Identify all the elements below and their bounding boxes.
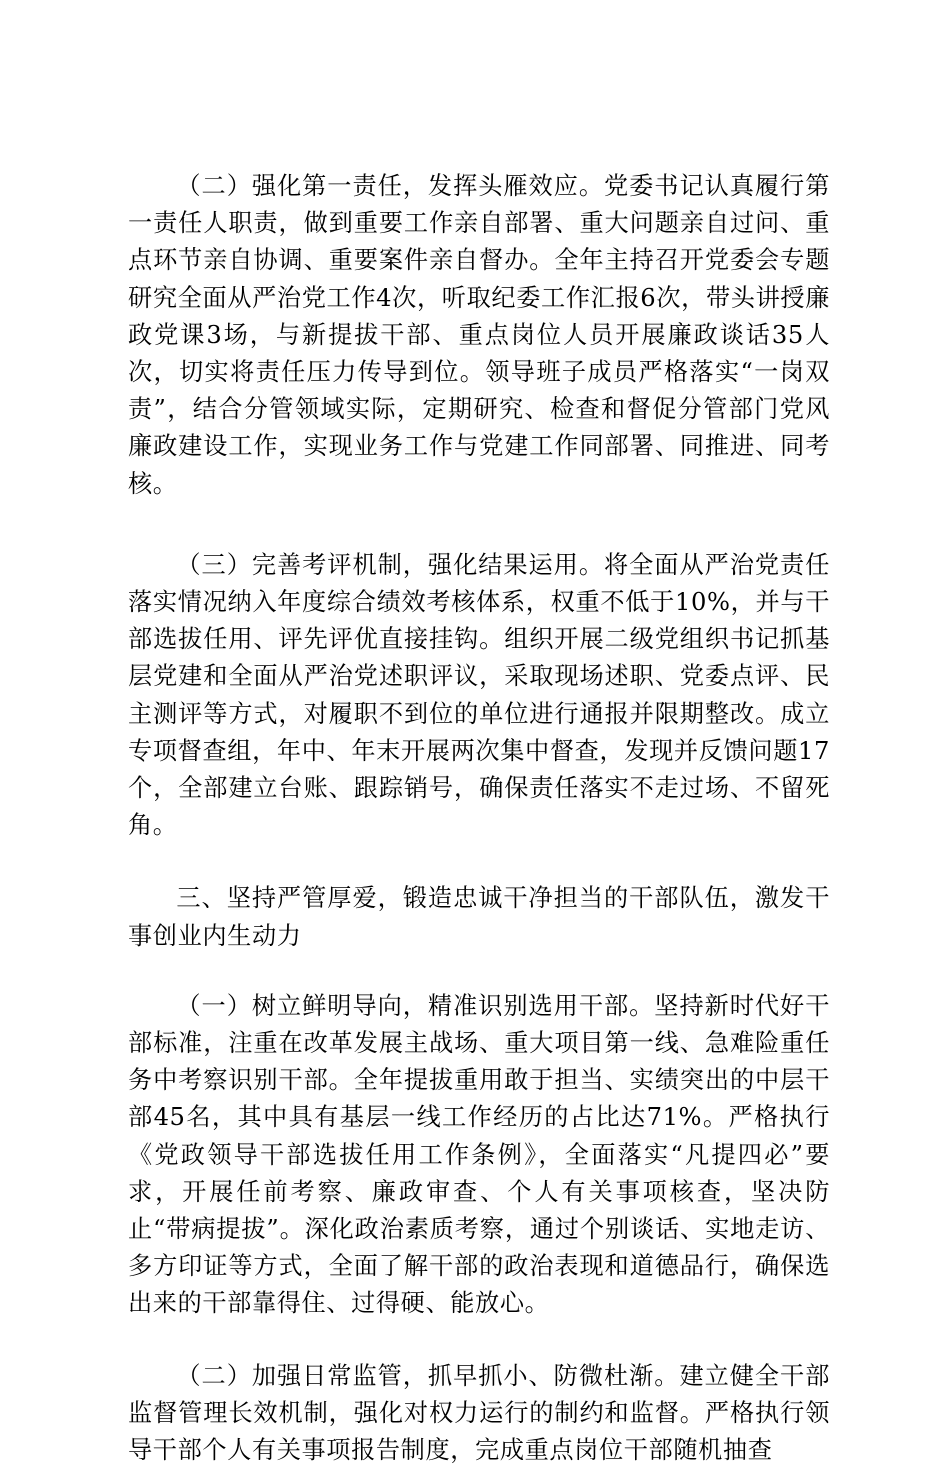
- section-heading-three: 三、坚持严管厚爱，锻造忠诚干净担当的干部队伍，激发干事创业内生动力: [128, 884, 830, 950]
- paragraph-cadre-selection: （一）树立鲜明导向，精准识别选用干部。坚持新时代好干部标准，注重在改革发展主战场、重大项目第一线、急难险重任务中考察识别干部。全年提拔重用敢于担当、实绩突出的中层干部45名，其中具有基层一线工作经历的占比达71%。严格执行《党政领导干部选拔任用工作条例》，全面落实“凡提四必”要求，开展任前考察、廉政审查、个人有关事项核查，坚决防止“带病提拔”。深化政治素质考察，通过个别谈话、实地走访、多方印证等方式，全面了解干部的政治表现和道德品行，确保选出来的干部靠得住、过得硬、能放心。: [128, 991, 830, 1318]
- paragraph-evaluation-mechanism: （三）完善考评机制，强化结果运用。将全面从严治党责任落实情况纳入年度综合绩效考核体系，权重不低于10%，并与干部选拔任用、评先评优直接挂钩。组织开展二级党组织书记抓基层党建和全面从严治党述职评议，采取现场述职、党委点评、民主测评等方式，对履职不到位的单位进行通报并限期整改。成立专项督查组，年中、年末开展两次集中督查，发现并反馈问题17个，全部建立台账、跟踪销号，确保责任落实不走过场、不留死角。: [128, 550, 830, 840]
- paragraph-daily-supervision: （二）加强日常监管，抓早抓小、防微杜渐。建立健全干部监督管理长效机制，强化对权力运行的制约和监督。严格执行领导干部个人有关事项报告制度，完成重点岗位干部随机抽查: [128, 1361, 830, 1465]
- paragraph-first-responsibility: （二）强化第一责任，发挥头雁效应。党委书记认真履行第一责任人职责，做到重要工作亲自部署、重大问题亲自过问、重点环节亲自协调、重要案件亲自督办。全年主持召开党委会专题研究全面从严治党工作4次，听取纪委工作汇报6次，带头讲授廉政党课3场，与新提拔干部、重点岗位人员开展廉政谈话35人次，切实将责任压力传导到位。领导班子成员严格落实“一岗双责”，结合分管领域实际，定期研究、检查和督促分管部门党风廉政建设工作，实现业务工作与党建工作同部署、同推进、同考核。: [128, 172, 830, 498]
- document-page: [128, 168, 830, 1469]
